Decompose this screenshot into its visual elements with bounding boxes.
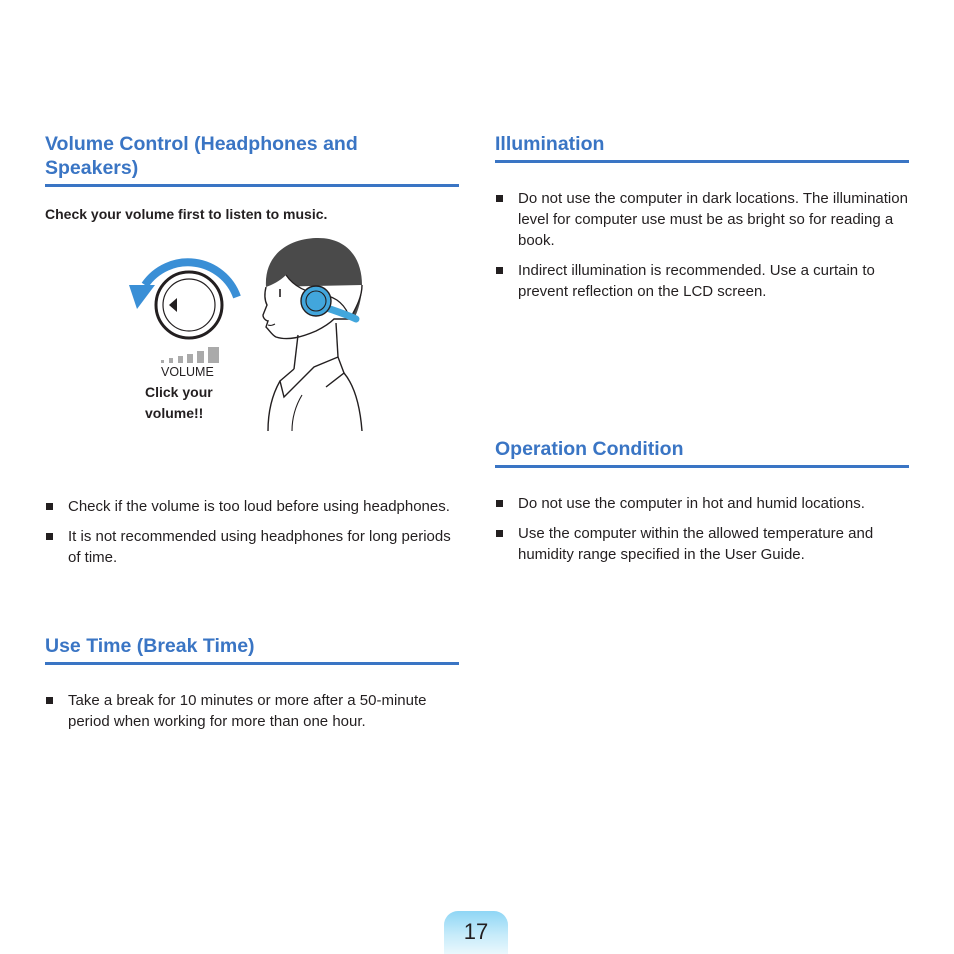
square-bullet-icon: [496, 500, 503, 507]
volume-knob-icon: [156, 272, 222, 338]
volume-level-bars-icon: [161, 347, 219, 363]
use-time-bullet-list: [45, 690, 459, 741]
square-bullet-icon: [46, 697, 53, 704]
person-with-headphones-icon: [258, 235, 366, 431]
volume-intro: Check your volume first to listen to music.: [45, 206, 328, 222]
list-item: It is not recommended using headphones for long periods of time.: [45, 526, 459, 568]
square-bullet-icon: [46, 533, 53, 540]
use-time-heading: Use Time (Break Time): [45, 635, 255, 657]
operation-heading: Operation Condition: [495, 438, 684, 460]
volume-heading-line2: Speakers): [45, 157, 139, 179]
list-item: Do not use the computer in hot and humid locations.: [495, 493, 909, 514]
square-bullet-icon: [496, 530, 503, 537]
illumination-bullet-list: [495, 188, 909, 311]
list-item: Do not use the computer in dark locations. The illumination level for computer use must be as bright so for reading a book.: [495, 188, 909, 251]
click-volume-caption-line1: Click your: [145, 384, 213, 400]
volume-knob-illustration: [125, 245, 245, 380]
click-volume-caption-line2: volume!!: [145, 405, 204, 421]
square-bullet-icon: [46, 503, 53, 510]
list-item: Take a break for 10 minutes or more after a 50-minute period when working for more than one hour.: [45, 690, 459, 732]
volume-knob-label: VOLUME: [161, 365, 214, 379]
list-item: Use the computer within the allowed temperature and humidity range specified in the User Guide.: [495, 523, 909, 565]
list-item: Check if the volume is too loud before using headphones.: [45, 496, 459, 517]
operation-bullet-list: [495, 493, 909, 574]
illumination-heading: Illumination: [495, 133, 605, 155]
volume-heading-rule: [45, 184, 459, 187]
illumination-heading-rule: [495, 160, 909, 163]
volume-heading-line1: Volume Control (Headphones and: [45, 133, 358, 155]
volume-bullet-list: [45, 496, 459, 577]
page-number: 17: [463, 919, 489, 944]
click-volume-caption: [145, 382, 213, 424]
square-bullet-icon: [496, 195, 503, 202]
list-item: Indirect illumination is recommended. Use a curtain to prevent reflection on the LCD screen.: [495, 260, 909, 302]
operation-heading-rule: [495, 465, 909, 468]
volume-heading: [45, 132, 459, 180]
square-bullet-icon: [496, 267, 503, 274]
use-time-heading-rule: [45, 662, 459, 665]
